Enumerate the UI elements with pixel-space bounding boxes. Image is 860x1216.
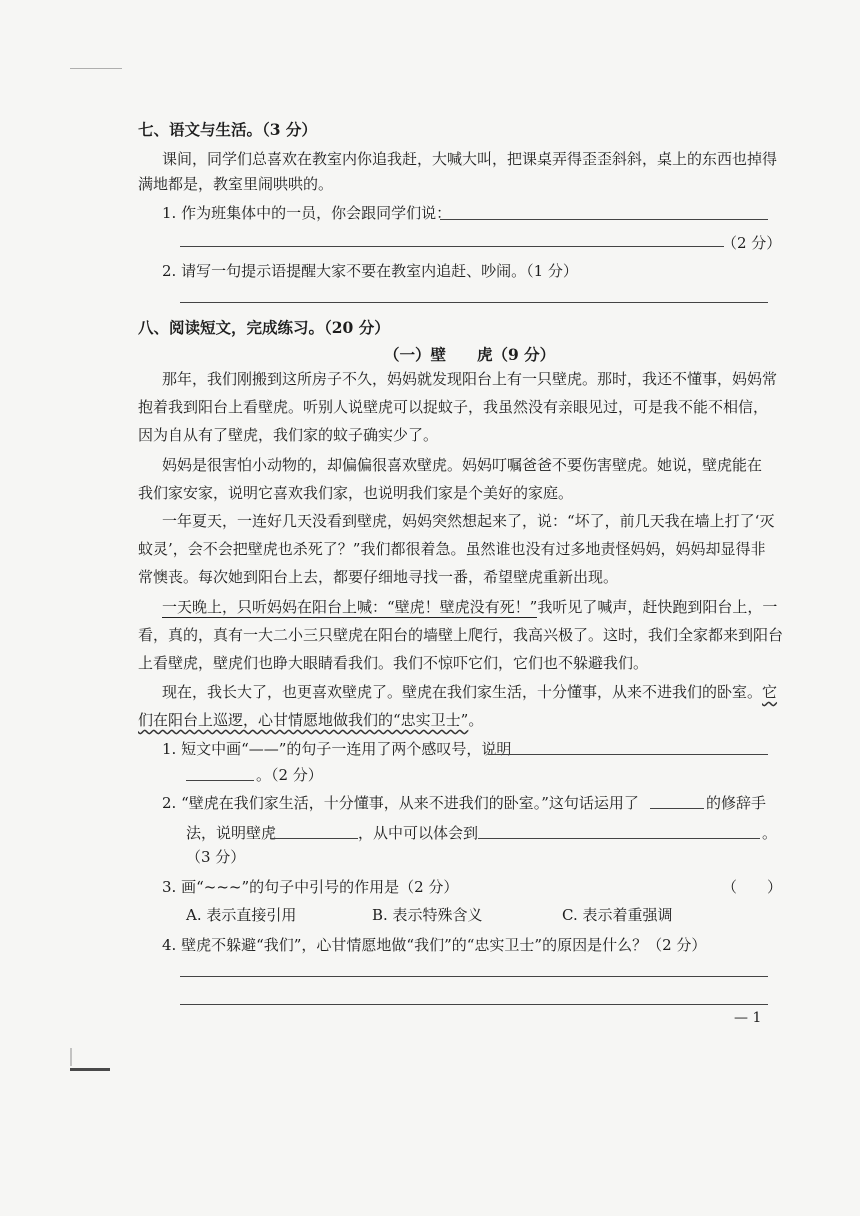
answer-line[interactable]: [270, 838, 358, 839]
reading-question-2-cont: 的修辞手: [706, 794, 767, 812]
answer-line[interactable]: [478, 838, 760, 839]
reading-question-2-line-2c: 。: [762, 824, 778, 842]
answer-line[interactable]: [186, 780, 254, 781]
reading-question-2-score: （3 分）: [186, 848, 246, 866]
answer-line[interactable]: [488, 754, 768, 755]
answer-line[interactable]: [650, 808, 704, 809]
passage-p1-line-1: 那年，我们刚搬到这所房子不久，妈妈就发现阳台上有一只壁虎。那时，我还不懂事，妈妈常: [162, 370, 778, 388]
passage-p4-line-1-rest: 我听见了喊声，赶快跑到阳台上，一: [537, 598, 778, 616]
option-a[interactable]: A. 表示直接引用: [186, 906, 297, 924]
section-7-intro-line-2: 满地都是，教室里闹哄哄的。: [138, 175, 334, 193]
scan-edge-mark-bottom: [70, 1068, 110, 1071]
scan-edge-mark-top: [70, 68, 122, 69]
section-7-question-1: 1. 作为班集体中的一员，你会跟同学们说：: [162, 204, 452, 222]
reading-question-2-line-2b: ，从中可以体会到: [358, 824, 479, 842]
section-8-heading: 八、阅读短文，完成练习。（20 分）: [138, 318, 390, 337]
reading-question-2-line-2a: 法，说明壁虎: [186, 824, 277, 842]
passage-p5-line-1: [162, 679, 777, 706]
section-7-question-1-score: （2 分）: [722, 234, 782, 252]
underlined-sentence: 一天晚上，只听妈妈在阳台上喊：“壁虎！壁虎没有死！”: [162, 598, 538, 616]
answer-line[interactable]: [180, 1004, 768, 1005]
passage-p2-line-2: 我们家安家，说明它喜欢我们家，也说明我们家是个美好的家庭。: [138, 484, 574, 502]
answer-line[interactable]: [180, 302, 768, 303]
passage-p4-line-3: 上看壁虎，壁虎们也睁大眼睛看我们。我们不惊吓它们，它们也不躲避我们。: [138, 654, 649, 672]
section-7-intro-line-1: 课间，同学们总喜欢在教室内你追我赶，大喊大叫，把课桌弄得歪歪斜斜，桌上的东西也掉得: [162, 150, 778, 168]
wavy-underlined-sentence: 们在阳台上巡逻，心甘情愿地做我们的“忠实卫士”: [138, 711, 469, 729]
section-7-heading: 七、语文与生活。（3 分）: [138, 120, 317, 139]
passage-title: （一）壁 虎（9 分）: [384, 345, 556, 364]
reading-question-3: 3. 画“~~~”的句子中引号的作用是（2 分）: [162, 878, 459, 896]
answer-parentheses[interactable]: （ ）: [722, 878, 783, 896]
reading-question-1: 1. 短文中画“——”的句子一连用了两个感叹号，说明: [162, 740, 512, 758]
passage-p1-line-3: 因为自从有了壁虎，我们家的蚊子确实少了。: [138, 426, 439, 444]
reading-question-2: 2. “壁虎在我们家生活，十分懂事，从来不进我们的卧室。”这句话运用了: [162, 794, 639, 812]
reading-question-1-score: 。（2 分）: [256, 766, 323, 784]
scan-edge-mark-bottom-thin: [70, 1048, 72, 1066]
answer-line[interactable]: [440, 219, 768, 220]
passage-p3-line-2: 蚊灵’，会不会把壁虎也杀死了？”我们都很着急。虽然谁也没有过多地责怪妈妈，妈妈却显得非: [138, 540, 766, 558]
passage-p4-line-1: [162, 594, 777, 621]
reading-question-4: 4. 壁虎不躲避“我们”，心甘情愿地做“我们”的“忠实卫士”的原因是什么？（2 分）: [162, 936, 707, 954]
passage-p2-line-1: 妈妈是很害怕小动物的，却偏偏很喜欢壁虎。妈妈叮嘱爸爸不要伤害壁虎。她说，壁虎能在: [162, 456, 763, 474]
page-number: — 1: [734, 1010, 762, 1026]
passage-p5-line-2: [138, 707, 483, 734]
passage-p3-line-3: 常懊丧。每次她到阳台上去，都要仔细地寻找一番，希望壁虎重新出现。: [138, 568, 619, 586]
passage-p3-line-1: 一年夏天，一连好几天没看到壁虎，妈妈突然想起来了，说：“坏了，前几天我在墙上打了‘灭: [162, 512, 775, 530]
passage-p4-line-2: 看，真的，真有一大二小三只壁虎在阳台的墙壁上爬行，我高兴极了。这时，我们全家都来到阳台: [138, 626, 784, 644]
option-b[interactable]: B. 表示特殊含义: [372, 906, 483, 924]
wavy-underlined-sentence-start: 它: [762, 683, 778, 701]
passage-p5-line-1-text: 现在，我长大了，也更喜欢壁虎了。壁虎在我们家生活，十分懂事，从来不进我们的卧室。: [162, 683, 763, 701]
section-7-question-2: 2. 请写一句提示语提醒大家不要在教室内追赶、吵闹。（1 分）: [162, 262, 578, 280]
answer-line[interactable]: [180, 976, 768, 977]
option-c[interactable]: C. 表示着重强调: [562, 906, 673, 924]
passage-p1-line-2: 抱着我到阳台上看壁虎。听别人说壁虎可以捉蚊子，我虽然没有亲眼见过，可是我不能不相信，: [138, 398, 769, 416]
passage-p5-line-2-end: 。: [468, 711, 484, 729]
answer-line[interactable]: [180, 246, 724, 247]
